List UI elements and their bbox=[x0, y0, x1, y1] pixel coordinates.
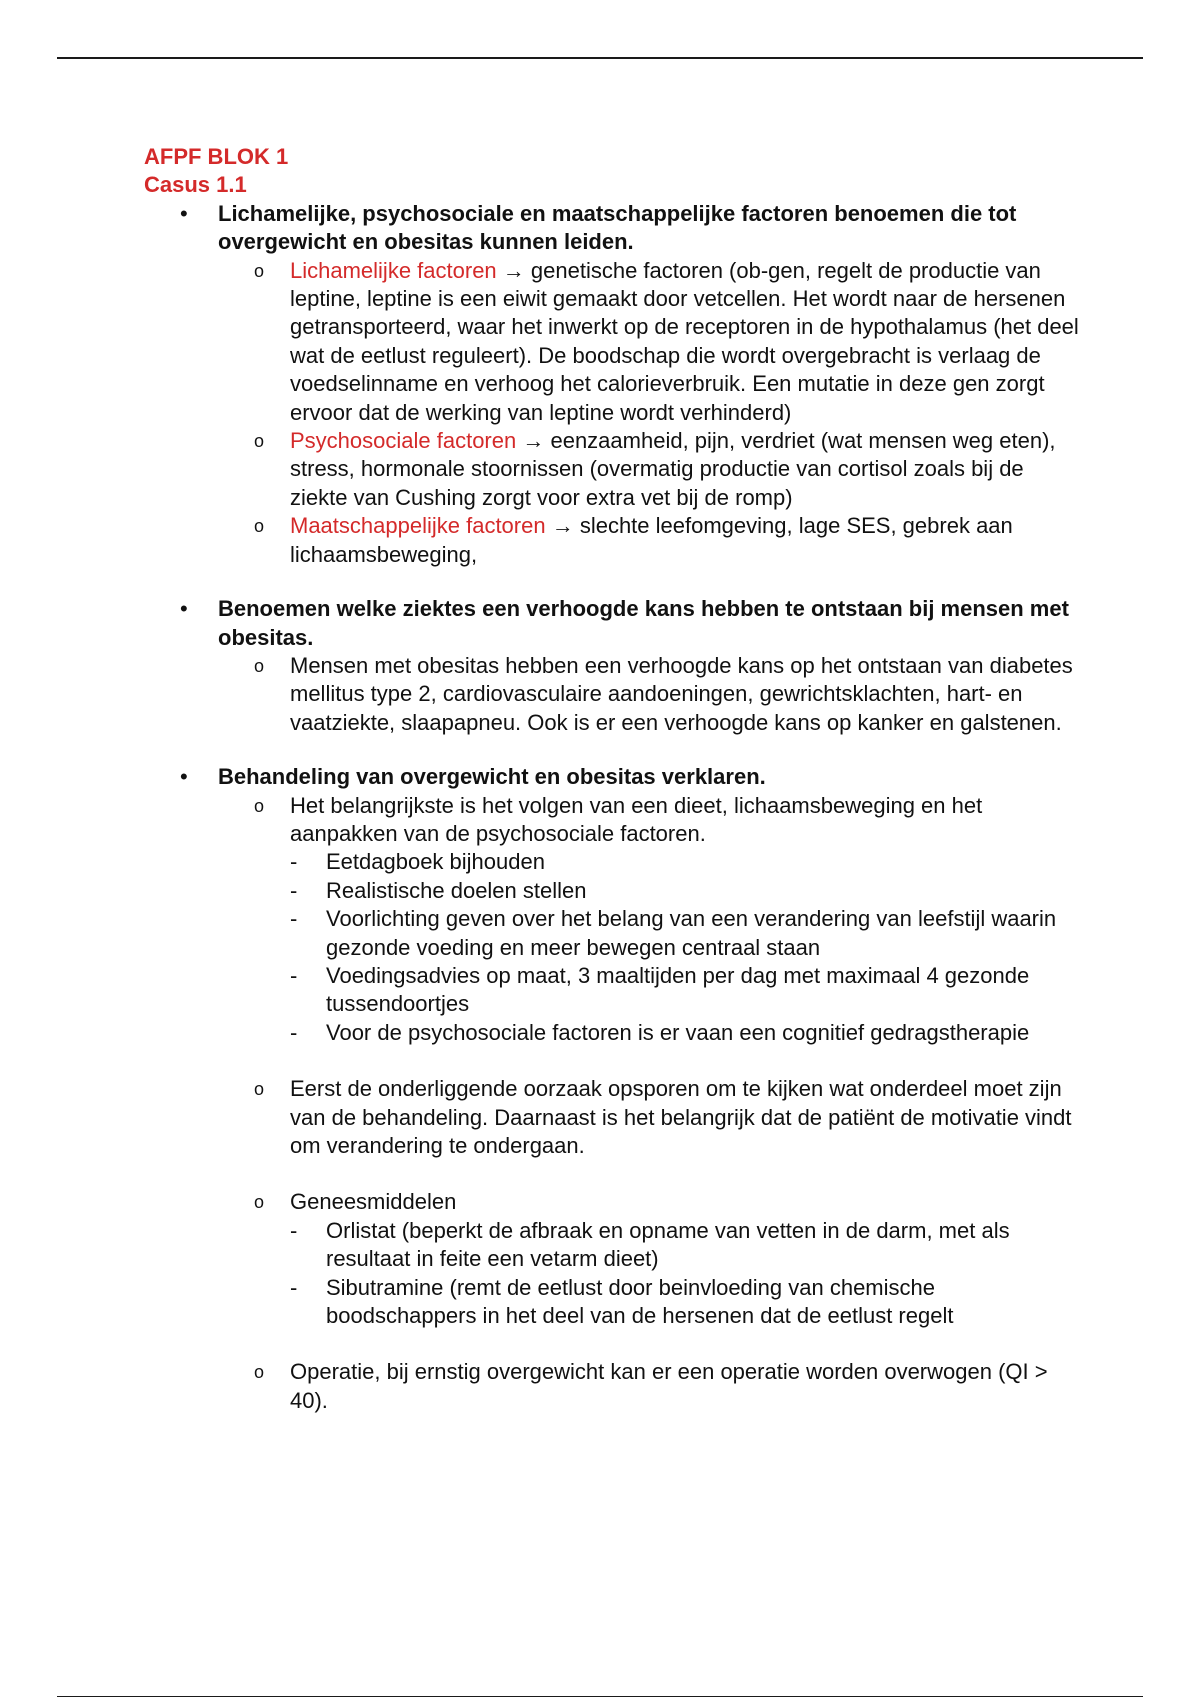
factor-label: Maatschappelijke factoren bbox=[290, 513, 546, 539]
footer-rule bbox=[57, 1696, 1143, 1697]
document-title: AFPF BLOK 1 bbox=[144, 144, 289, 169]
list-item: o Mensen met obesitas hebben een verhoogde kans op het ontstaan van diabetes mellitus type 2, cardiovasculaire aandoeningen, gewrichtsklachten, hart- en vaatziekte, slaapapneu. Ook is er een verhoogde kans op kanker en galstenen. bbox=[290, 652, 1084, 737]
section-heading: • Benoemen welke ziektes een verhoogde kans hebben te ontstaan bij mensen met obesitas. bbox=[218, 596, 1069, 650]
main-bullet-list bbox=[144, 200, 1084, 1415]
section-heading: • Lichamelijke, psychosociale en maatschappelijke factoren benoemen die tot overgewicht en obesitas kunnen leiden. bbox=[218, 200, 1017, 255]
section-diseases bbox=[218, 595, 1084, 737]
medication-sublist bbox=[290, 1217, 1084, 1331]
arrow: → bbox=[496, 257, 531, 283]
list-item bbox=[290, 427, 1084, 512]
list-item bbox=[290, 1188, 1084, 1330]
treatment-sublist bbox=[290, 848, 1084, 1047]
sub-item: - Orlistat (beperkt de afbraak en opname van vetten in de darm, met als resultaat in feite een vetarm dieet) bbox=[326, 1217, 1084, 1274]
treatment-text: o Geneesmiddelen bbox=[290, 1189, 457, 1215]
header-rule bbox=[57, 57, 1143, 59]
list-item bbox=[290, 792, 1084, 1048]
sub-item: - Realistische doelen stellen bbox=[326, 877, 1084, 905]
factor-label: Psychosociale factoren bbox=[290, 428, 517, 454]
factor-text: slechte leefomgeving, lage SES, gebrek aan lichaamsbeweging, bbox=[290, 513, 1013, 567]
factor-list bbox=[218, 257, 1084, 569]
sub-item: - Voorlichting geven over het belang van een verandering van leefstijl waarin gezonde voeding en meer bewegen centraal staan bbox=[326, 905, 1084, 962]
list-item: o Eerst de onderliggende oorzaak opsporen om te kijken wat onderdeel moet zijn van de behandeling. Daarnaast is het belangrijk dat de patiënt de motivatie vindt om verandering te ondergaan. bbox=[290, 1075, 1084, 1160]
arrow: → bbox=[545, 513, 580, 539]
document-subtitle: Casus 1.1 bbox=[144, 172, 247, 198]
document-body bbox=[144, 143, 1084, 1441]
treatment-text: o Het belangrijkste is het volgen van een dieet, lichaamsbeweging en het aanpakken van de psychosociale factoren. bbox=[290, 792, 983, 846]
factor-text: eenzaamheid, pijn, verdriet (wat mensen weg eten), stress, hormonale stoornissen (overmatig productie van cortisol zoals bij de ziekte van Cushing zorgt voor extra vet bij de romp) bbox=[290, 428, 1056, 510]
sub-item: - Eetdagboek bijhouden bbox=[326, 848, 1084, 876]
list-item bbox=[290, 512, 1084, 569]
section-factors bbox=[218, 200, 1084, 569]
list-item: o Operatie, bij ernstig overgewicht kan er een operatie worden overwogen (QI > 40). bbox=[290, 1358, 1084, 1415]
sub-item: - Sibutramine (remt de eetlust door beinvloeding van chemische boodschappers in het deel van de hersenen dat de eetlust regelt bbox=[326, 1274, 1084, 1331]
factor-label: Lichamelijke factoren bbox=[290, 257, 497, 283]
arrow: → bbox=[516, 428, 551, 454]
sub-item: - Voedingsadvies op maat, 3 maaltijden per dag met maximaal 4 gezonde tussendoortjes bbox=[326, 962, 1084, 1019]
factor-text: genetische factoren (ob-gen, regelt de productie van leptine, leptine is een eiwit gemaakt door vetcellen. Het wordt naar de hersenen getransporteerd, waar het inwerkt op de receptoren in de hypothalamus (het deel wat de eetlust reguleert). De boodschap die wordt overgebracht is verlaag de voedselinname en verhoog het calorieverbruik. Een mutatie in deze gen zorgt ervoor dat de werking van leptine wordt verhinderd) bbox=[290, 257, 1079, 425]
section-treatment bbox=[218, 763, 1084, 1415]
sub-item: - Voor de psychosociale factoren is er vaan een cognitief gedragstherapie bbox=[326, 1019, 1084, 1047]
disease-list bbox=[218, 652, 1084, 737]
section-heading: • Behandeling van overgewicht en obesitas verklaren. bbox=[218, 764, 766, 790]
treatment-list bbox=[218, 792, 1084, 1416]
list-item bbox=[290, 257, 1084, 427]
